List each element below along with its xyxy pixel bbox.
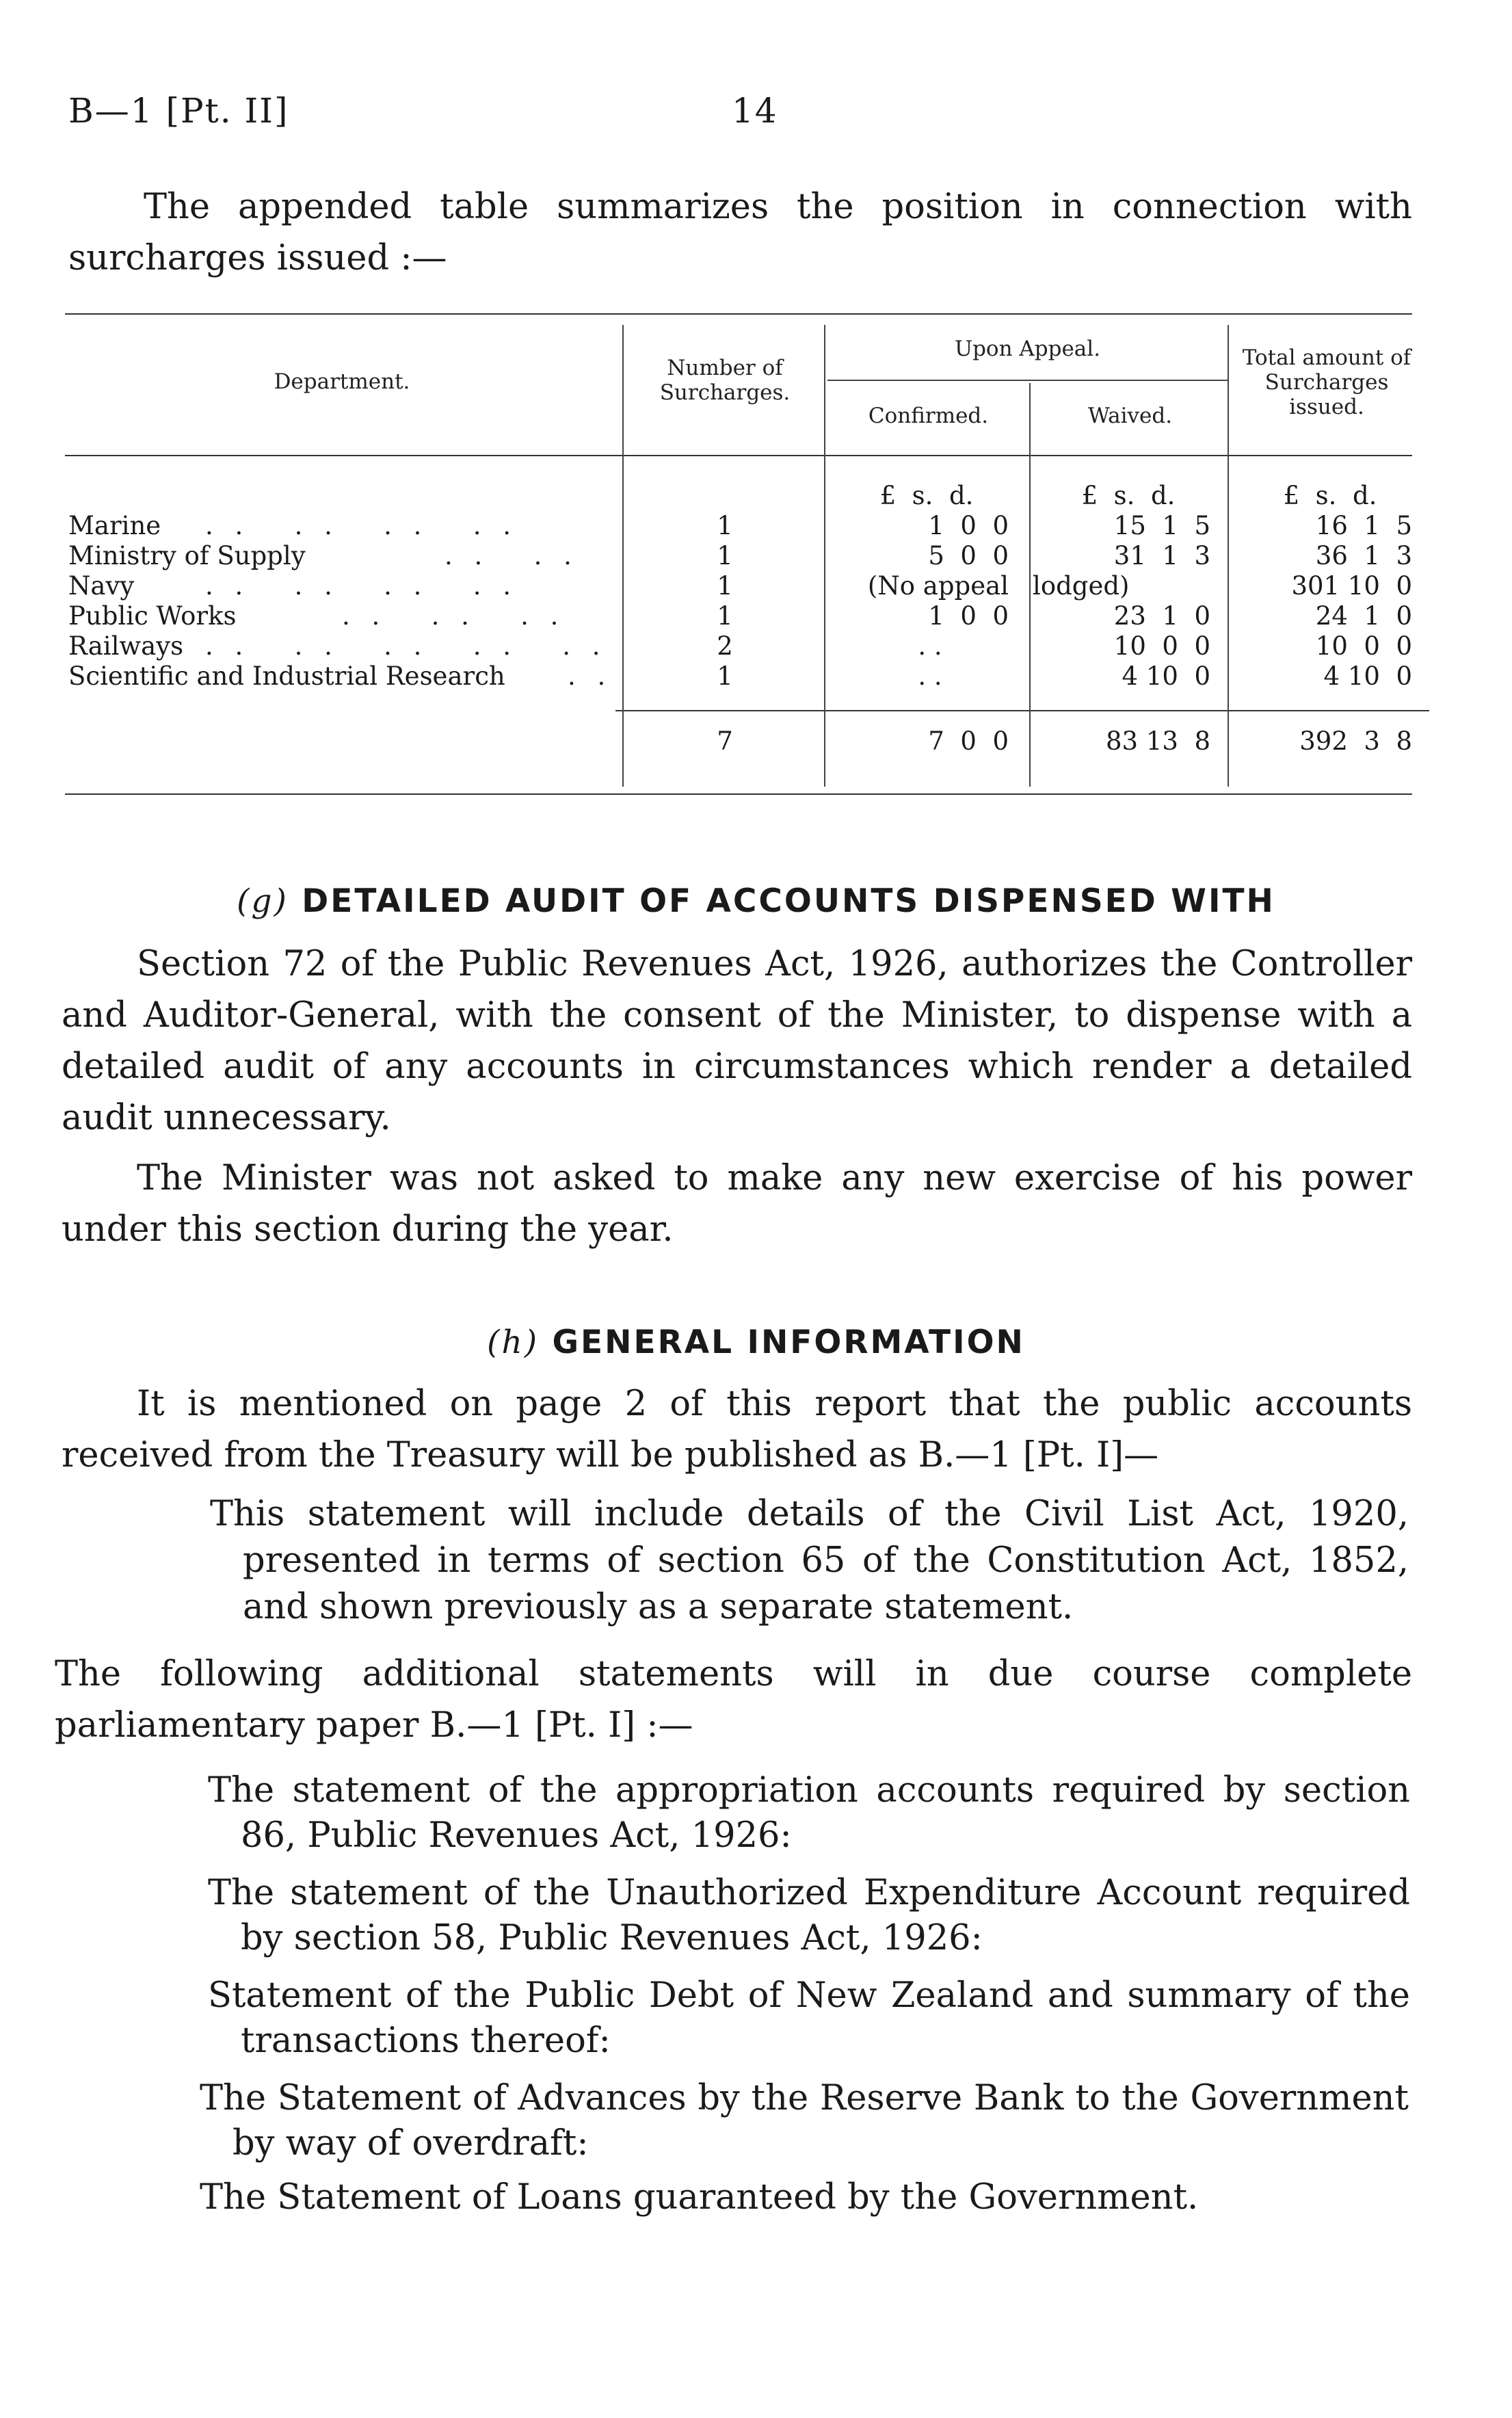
leader-dots: . . . . . .: [342, 601, 566, 631]
leader-dots: . . . . . . . .: [205, 511, 518, 540]
leader-dots: . . . .: [445, 541, 579, 570]
col-divider-3: [1029, 383, 1031, 787]
section-h-title: GENERAL INFORMATION: [552, 1324, 1025, 1361]
lsd-total: £ s. d.: [1283, 481, 1377, 510]
table-row-department: Railways: [68, 631, 184, 661]
leader-dots: . .: [568, 661, 613, 691]
table-row-waived: 10 0 0: [1113, 631, 1210, 661]
header-appeal: Upon Appeal.: [954, 337, 1101, 361]
table-row-waived: 4 10 0: [1122, 661, 1210, 691]
table-top-rule: [65, 313, 1412, 315]
table-row-confirmed: 5 0 0: [928, 541, 1009, 570]
col-divider-2: [824, 325, 825, 787]
table-bottom-rule: [65, 793, 1412, 795]
table-header-rule: [65, 455, 1412, 456]
header-department: Department.: [274, 369, 410, 394]
header-number: Number of Surcharges.: [659, 356, 791, 405]
appeal-subrule: [827, 380, 1228, 381]
lsd-confirmed: £ s. d.: [879, 481, 974, 510]
list-item: The Statement of Loans guaranteed by the Government.: [200, 2177, 1199, 2218]
page-number: 14: [732, 91, 778, 131]
col-divider-1: [622, 325, 624, 787]
section-g-heading: [0, 882, 1512, 920]
col-divider-4: [1228, 325, 1229, 787]
table-row-department: Scientific and Industrial Research: [68, 661, 505, 691]
table-row-confirmed: 1 0 0: [928, 601, 1009, 631]
header-total: Total amount of Surcharges issued.: [1242, 345, 1411, 419]
table-row-total: 4 10 0: [1323, 661, 1412, 691]
table-row-waived: 23 1 0: [1113, 601, 1210, 631]
section-g-paragraph-2: The Minister was not asked to make any new exercise of his power under this section during the year.: [62, 1158, 1412, 1250]
table-row-number: 1: [717, 571, 733, 601]
section-g-paragraph-1: Section 72 of the Public Revenues Act, 1926, authorizes the Controller and Auditor-General, with the consent of the Minister, to dispense with a detailed audit of any accounts in circumstances which render a detailed audit unnecessary.: [62, 944, 1412, 1138]
report-reference: B—1 [Pt. II]: [68, 91, 289, 131]
table-row-number: 1: [717, 601, 733, 631]
table-row-total: 10 0 0: [1315, 631, 1412, 661]
total-number: 7: [717, 726, 733, 756]
table-row-department: Marine: [68, 511, 161, 540]
table-row-waived: 31 1 3: [1113, 541, 1210, 570]
totals-rule: [615, 710, 1429, 711]
table-row-number: 1: [717, 541, 733, 570]
table-row-total: 301 10 0: [1291, 571, 1412, 601]
table-row-total: 16 1 5: [1315, 511, 1412, 540]
table-row-waived: 15 1 5: [1113, 511, 1210, 540]
table-row-confirmed: 1 0 0: [928, 511, 1009, 540]
leader-dots: . . . . . . . .: [205, 571, 518, 601]
section-h-heading: [0, 1324, 1512, 1361]
list-item: The Statement of Advances by the Reserve Bank to the Government by way of overdraft:: [200, 2078, 1409, 2164]
table-row-department: Public Works: [68, 601, 237, 631]
total-confirmed: 7 0 0: [928, 726, 1009, 756]
header-waived: Waived.: [1087, 404, 1173, 428]
section-g-title: DETAILED AUDIT OF ACCOUNTS DISPENSED WITH: [302, 882, 1275, 920]
table-row-confirmed: (No appeal: [867, 571, 1009, 601]
total-waived: 83 13 8: [1106, 726, 1210, 756]
intro-paragraph: The appended table summarizes the position in connection with surcharges issued :—: [68, 187, 1412, 278]
table-row-department: Navy: [68, 571, 135, 601]
section-h-quote: This statement will include details of the Civil List Act, 1920, presented in terms of section 65 of the Constitution Act, 1852, and shown previously as a separate statement.: [210, 1494, 1409, 1627]
table-row-total: 36 1 3: [1315, 541, 1412, 570]
section-h-paragraph-1: It is mentioned on page 2 of this report that the public accounts received from the Treasury will be published as B.—1 [Pt. I]—: [62, 1384, 1412, 1475]
section-h-marker: (h): [487, 1324, 540, 1361]
leader-dots: . . . . . . . . . .: [205, 631, 607, 661]
list-item: Statement of the Public Debt of New Zealand and summary of the transactions thereof:: [208, 1975, 1410, 2061]
section-g-marker: (g): [237, 882, 289, 920]
table-row-number: 2: [717, 631, 733, 661]
list-item: The statement of the Unauthorized Expenditure Account required by section 58, Public Revenues Act, 1926:: [208, 1873, 1410, 1958]
lsd-waived: £ s. d.: [1081, 481, 1176, 510]
table-row-number: 1: [717, 661, 733, 691]
table-row-total: 24 1 0: [1315, 601, 1412, 631]
table-row-department: Ministry of Supply: [68, 541, 306, 570]
table-row-waived: lodged): [1033, 571, 1130, 601]
section-h-paragraph-2: The following additional statements will in due course complete parliamentary paper B.—1 [Pt. I] :—: [55, 1654, 1412, 1746]
table-row-confirmed: . .: [918, 661, 942, 691]
table-row-confirmed: . .: [918, 631, 942, 661]
table-row-number: 1: [717, 511, 733, 540]
total-total: 392 3 8: [1299, 726, 1412, 756]
list-item: The statement of the appropriation accounts required by section 86, Public Revenues Act, 1926:: [208, 1770, 1410, 1856]
header-confirmed: Confirmed.: [868, 404, 989, 428]
